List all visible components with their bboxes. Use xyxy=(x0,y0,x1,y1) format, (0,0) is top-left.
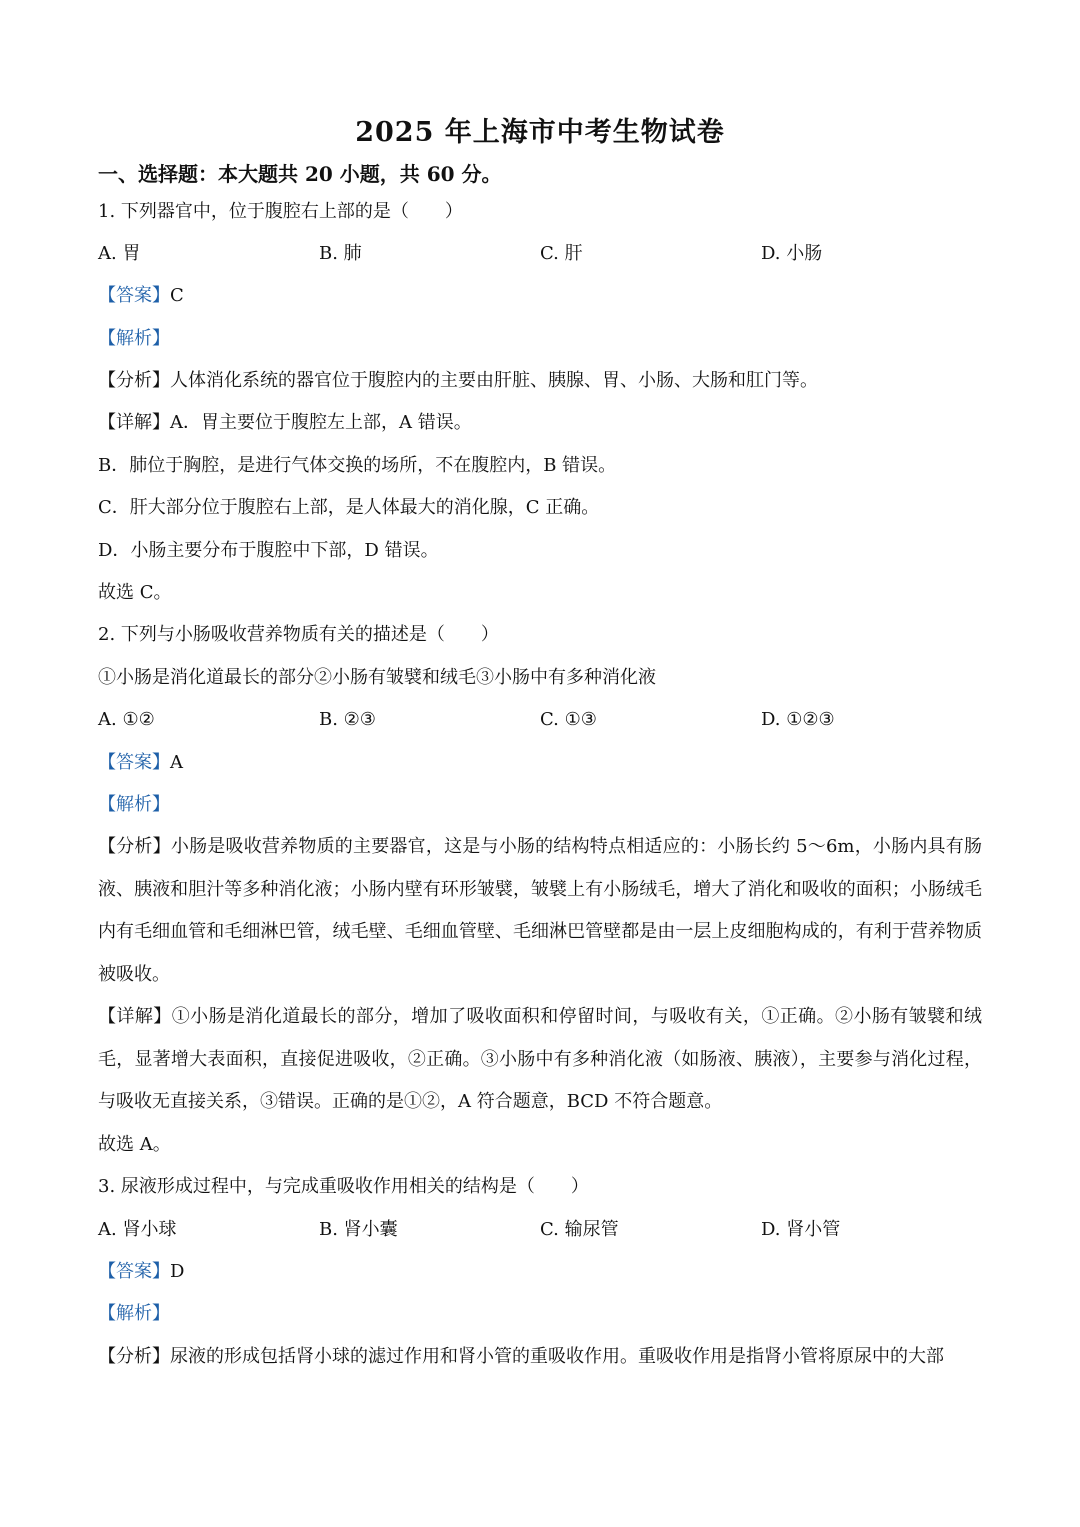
q3-answer-value: D xyxy=(170,1261,185,1282)
answer-label: 【答案】 xyxy=(98,285,170,306)
q1-option-b: B. 肺 xyxy=(319,243,362,264)
explain-label: 【解析】 xyxy=(98,794,170,815)
q1-line-b: B．肺位于胸腔，是进行气体交换的场所，不在腹腔内，B 错误。 xyxy=(98,455,617,476)
q1-choice: 故选 C。 xyxy=(98,582,172,603)
q2-analysis xyxy=(98,826,982,996)
q1-analysis-text: 人体消化系统的器官位于腹腔内的主要由肝脏、胰腺、胃、小肠、大肠和肛门等。 xyxy=(170,370,818,391)
q3-answer xyxy=(98,1258,184,1286)
q2-choice: 故选 A。 xyxy=(98,1134,171,1155)
answer-label: 【答案】 xyxy=(98,1261,170,1282)
q3-option-d: D. 肾小管 xyxy=(761,1219,841,1240)
q3-explain-label xyxy=(98,1300,170,1328)
q1-detail-text: A．胃主要位于腹腔左上部，A 错误。 xyxy=(170,412,472,433)
q2-statements: ①小肠是消化道最长的部分②小肠有皱襞和绒毛③小肠中有多种消化液 xyxy=(98,667,656,688)
q1-line-c: C．肝大部分位于腹腔右上部，是人体最大的消化腺，C 正确。 xyxy=(98,497,600,518)
analysis-label: 【分析】 xyxy=(98,370,170,391)
q2-stem: 2. 下列与小肠吸收营养物质有关的描述是（ ） xyxy=(98,624,499,645)
q3-analysis-text: 尿液的形成包括肾小球的滤过作用和肾小管的重吸收作用。重吸收作用是指肾小管将原尿中的大部 xyxy=(170,1346,944,1367)
q3-option-c: C. 输尿管 xyxy=(540,1219,619,1240)
q1-stem: 1. 下列器官中，位于腹腔右上部的是（ ） xyxy=(98,201,463,222)
q2-option-c: C. ①③ xyxy=(540,709,597,730)
q1-option-a: A. 胃 xyxy=(98,243,141,264)
q3-option-b: B. 肾小囊 xyxy=(319,1219,398,1240)
q2-analysis-text: 小肠是吸收营养物质的主要器官，这是与小肠的结构特点相适应的：小肠长约 5～6m，小肠内具有肠液、胰液和胆汁等多种消化液；小肠内壁有环形皱襞，皱襞上有小肠绒毛，增大了消化和吸收的面积；小肠绒毛内有毛细血管和毛细淋巴管，绒毛壁、毛细血管壁、毛细淋巴管壁都是由一层上皮细胞构成的，有利于营养物质被吸收。 xyxy=(98,836,982,985)
q2-explain-label xyxy=(98,791,170,819)
q2-option-a: A. ①② xyxy=(98,709,155,730)
q3-stem: 3. 尿液形成过程中，与完成重吸收作用相关的结构是（ ） xyxy=(98,1176,589,1197)
q1-answer xyxy=(98,282,184,310)
q2-detail xyxy=(98,996,982,1124)
q1-option-c: C. 肝 xyxy=(540,243,583,264)
detail-label: 【详解】 xyxy=(98,1006,172,1027)
detail-label: 【详解】 xyxy=(98,412,170,433)
q1-explain-label xyxy=(98,325,170,353)
analysis-label: 【分析】 xyxy=(98,836,171,857)
page-title: 2025 年上海市中考生物试卷 xyxy=(355,117,725,148)
q1-answer-value: C xyxy=(170,285,184,306)
explain-label: 【解析】 xyxy=(98,1303,170,1324)
q2-answer-value: A xyxy=(170,752,183,773)
q1-analysis xyxy=(98,367,818,395)
analysis-label: 【分析】 xyxy=(98,1346,170,1367)
q2-option-d: D. ①②③ xyxy=(761,709,835,730)
q2-detail-text: ①小肠是消化道最长的部分，增加了吸收面积和停留时间，与吸收有关，①正确。②小肠有皱襞和绒毛，显著增大表面积，直接促进吸收，②正确。③小肠中有多种消化液（如肠液、胰液），主要参与消化过程，与吸收无直接关系，③错误。正确的是①②，A 符合题意，BCD 不符合题意。 xyxy=(98,1006,982,1112)
q2-option-b: B. ②③ xyxy=(319,709,376,730)
section-heading: 一、选择题：本大题共 20 小题，共 60 分。 xyxy=(98,162,502,186)
q1-detail xyxy=(98,409,472,437)
q3-analysis xyxy=(98,1343,944,1371)
q1-line-d: D．小肠主要分布于腹腔中下部，D 错误。 xyxy=(98,540,439,561)
answer-label: 【答案】 xyxy=(98,752,170,773)
q2-answer xyxy=(98,749,183,777)
q3-option-a: A. 肾小球 xyxy=(98,1219,177,1240)
explain-label: 【解析】 xyxy=(98,328,170,349)
q1-option-d: D. 小肠 xyxy=(761,243,823,264)
